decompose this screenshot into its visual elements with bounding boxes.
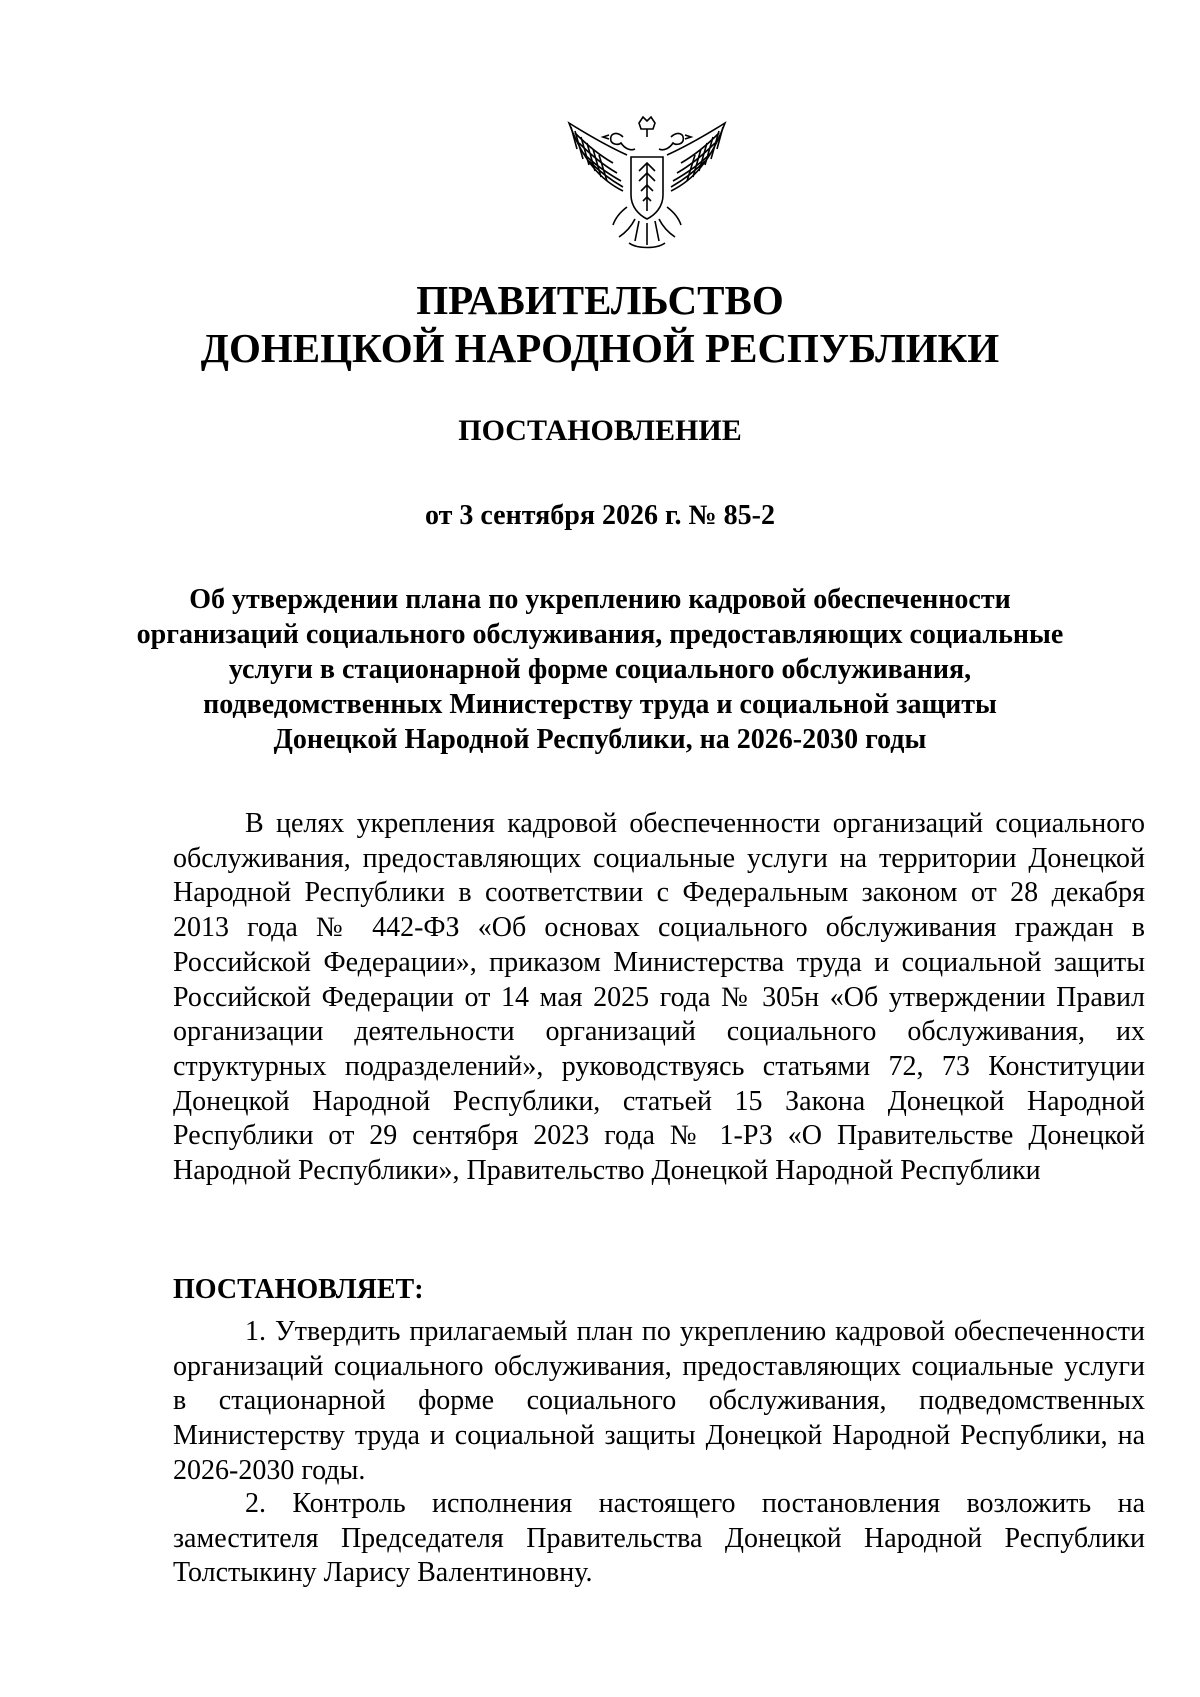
- resolution-item-1: 1. Утвердить прилагаемый план по укреплению кадровой обеспеченности организаций социального обслуживания, предоставляющих социальные услуги в стационарной форме социального обслуживания, подведомственных Министерству труда и социальной защиты Донецкой Народной Республики, на 2026-2030 годы.: [173, 1316, 1145, 1486]
- resolves-heading: ПОСТАНОВЛЯЕТ:: [173, 1274, 424, 1305]
- document-subject: [0, 582, 1200, 757]
- subject-line-3: услуги в стационарной форме социального обслуживания,: [228, 654, 972, 685]
- subject-line-2: организаций социального обслуживания, предоставляющих социальные: [136, 619, 1064, 650]
- government-line-2: ДОНЕЦКОЙ НАРОДНОЙ РЕСПУБЛИКИ: [200, 325, 1000, 371]
- subject-line-1: Об утверждении плана по укреплению кадровой обеспеченности: [189, 584, 1011, 615]
- document-date-number: от 3 сентября 2026 г. № 85-2: [425, 500, 775, 531]
- preamble-paragraph: В целях укрепления кадровой обеспеченности организаций социального обслуживания, предоставляющих социальные услуги на территории Донецкой Народной Республики в соответствии с Федеральным законом от 28 декабря 2013 года № 442-ФЗ «Об основах социального обслуживания граждан в Российской Федерации», приказом Министерства труда и социальной защиты Российской Федерации от 14 мая 2025 года № 305н «Об утверждении Правил организации деятельности организаций социального обслуживания, их структурных подразделений», руководствуясь статьями 72, 73 Конституции Донецкой Народной Республики, статьей 15 Закона Донецкой Народной Республики от 29 сентября 2023 года № 1-РЗ «О Правительстве Донецкой Народной Республики», Правительство Донецкой Народной Республики: [173, 808, 1145, 1187]
- subject-line-4: подведомственных Министерству труда и социальной защиты: [203, 689, 997, 720]
- resolution-item-2: 2. Контроль исполнения настоящего постановления возложить на заместителя Председателя Правительства Донецкой Народной Республики Толстыкину Ларису Валентиновну.: [173, 1488, 1145, 1589]
- double-headed-eagle-coat-of-arms-icon: [565, 115, 729, 255]
- government-name: [0, 276, 1200, 372]
- subject-line-5: Донецкой Народной Республики, на 2026-2030 годы: [273, 724, 927, 755]
- document-type: ПОСТАНОВЛЕНИЕ: [458, 414, 742, 447]
- government-line-1: ПРАВИТЕЛЬСТВО: [416, 277, 784, 323]
